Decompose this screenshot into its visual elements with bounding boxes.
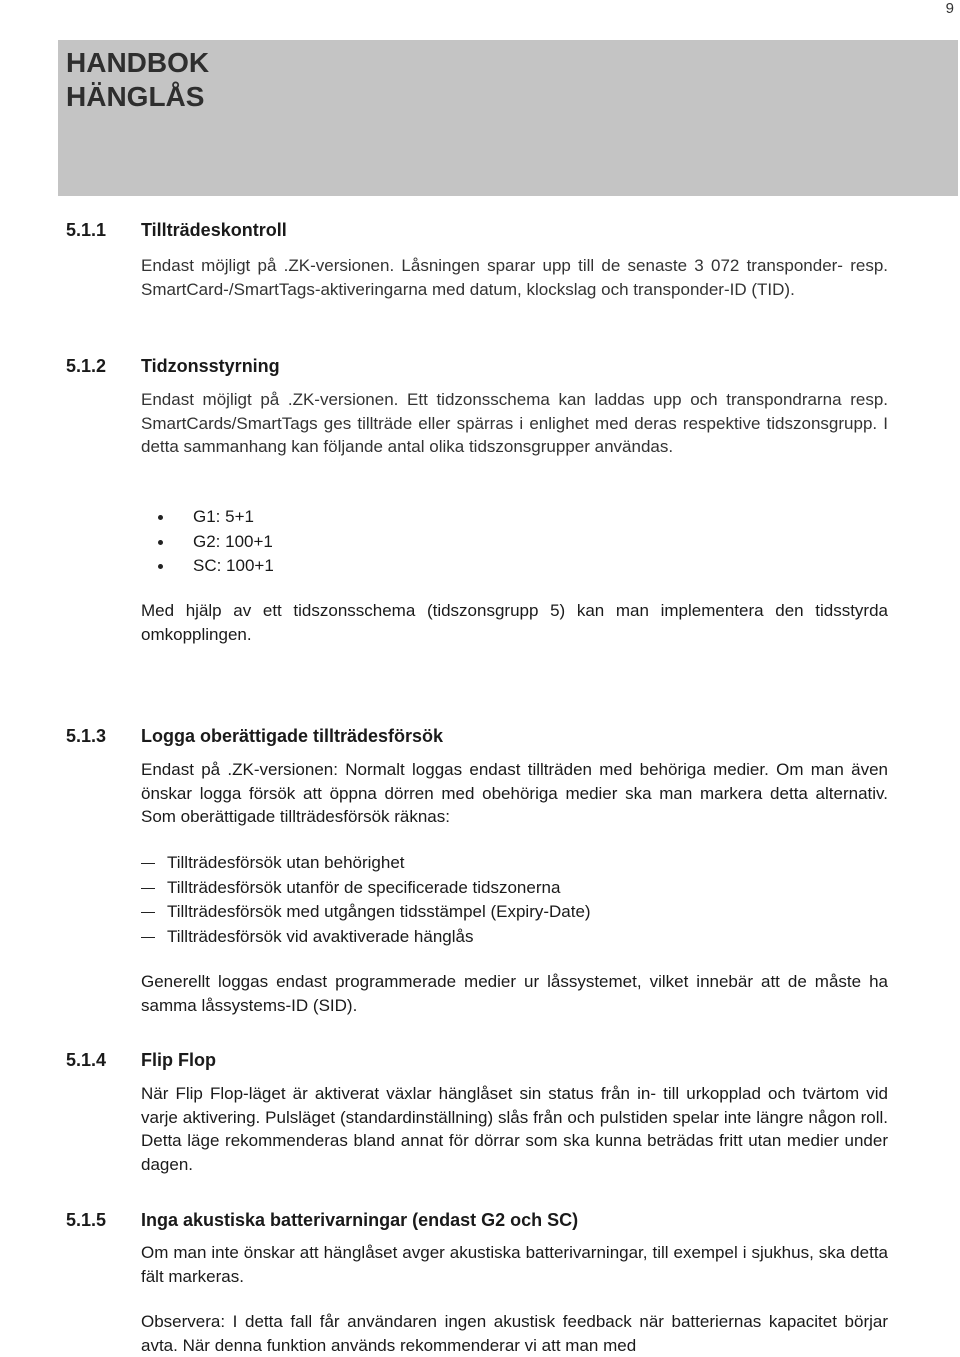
section-title: Inga akustiska batterivarningar (endast G2 och SC) — [141, 1210, 579, 1230]
section-paragraph: Med hjälp av ett tidszonsschema (tidszonsgrupp 5) kan man implementera den tidsstyrda omkopplingen. — [141, 601, 888, 644]
dash-icon — [141, 863, 155, 864]
list-item — [141, 554, 274, 579]
list-item — [141, 505, 274, 530]
section-paragraph: Generellt loggas endast programmerade medier ur låssystemet, vilket innebär att de måste ha samma låssystems-ID (SID). — [141, 972, 888, 1015]
bullet-icon — [158, 540, 163, 545]
dash-icon — [141, 912, 155, 913]
section-number: 5.1.5 — [66, 1210, 107, 1230]
section-paragraph: När Flip Flop-läget är aktiverat växlar hänglåset sin status från in- till urkopplad och tvärtom vid varje aktivering. Pulsläget (standardinställning) slås från och pulstiden spelar inte längre någon roll. Detta läge rekommenderas bland annat för dörrar som ska kunna beträdas fritt utan medier under dagen. — [141, 1084, 888, 1174]
page-number: 9 — [945, 0, 954, 17]
dash-icon — [141, 937, 155, 938]
title-line-2: HÄNGLÅS — [66, 81, 205, 112]
list-item-text: Tillträdesförsök utanför de specificerade tidszonerna — [167, 877, 561, 897]
bullet-list — [141, 505, 274, 579]
section-title: Flip Flop — [141, 1050, 216, 1070]
list-item-text: Tillträdesförsök utan behörighet — [167, 853, 405, 872]
list-item-text: SC: 100+1 — [193, 556, 274, 575]
dash-list — [141, 851, 591, 949]
title-line-1: HANDBOK — [66, 47, 210, 78]
section-paragraph: Endast möjligt på .ZK-versionen. Ett tidzonsschema kan laddas upp och transpondrarna resp. SmartCards/SmartTags ges tillträde eller spärras i enlighet med deras respektive tidszonsgrupp. I detta sammanhang kan följande antal olika tidszonsgrupper användas. — [141, 390, 888, 456]
section-title: Logga oberättigade tillträdesförsök — [141, 726, 444, 746]
section-title: Tillträdeskontroll — [141, 220, 287, 240]
dash-icon — [141, 888, 155, 889]
section-paragraph: Observera: I detta fall får användaren ingen akustisk feedback när batteriernas kapacitet börjar avta. När denna funktion används rekommenderar vi att man med — [141, 1312, 888, 1355]
document-title — [66, 46, 209, 114]
bullet-icon — [158, 515, 163, 520]
section-paragraph: Endast möjligt på .ZK-versionen. Låsningen sparar upp till de senaste 3 072 transponder- resp. SmartCard-/SmartTags-aktiveringarna med datum, klockslag och transponder-ID (TID). — [141, 256, 888, 299]
list-item — [141, 530, 274, 555]
list-item-text: G1: 5+1 — [193, 507, 254, 526]
list-item — [141, 900, 591, 925]
section-paragraph: Endast på .ZK-versionen: Normalt loggas endast tillträden med behöriga medier. Om man även önskar logga försök att öppna dörren med obehöriga medier ska man markera detta alternativ. Som oberättigade tillträdesförsök räknas: — [141, 760, 888, 826]
list-item-text: Tillträdesförsök med utgången tidsstämpel (Expiry-Date) — [167, 902, 591, 921]
section-number: 5.1.2 — [66, 356, 107, 376]
section-number: 5.1.1 — [66, 220, 107, 240]
section-number: 5.1.3 — [66, 726, 107, 746]
section-number: 5.1.4 — [66, 1050, 107, 1070]
bullet-icon — [158, 564, 163, 569]
list-item — [141, 851, 591, 876]
list-item-text: Tillträdesförsök vid avaktiverade hänglås — [167, 926, 474, 946]
section-paragraph: Om man inte önskar att hänglåset avger akustiska batterivarningar, till exempel i sjukhus, ska detta fält markeras. — [141, 1243, 888, 1286]
list-item-text: G2: 100+1 — [193, 531, 273, 551]
list-item — [141, 925, 591, 950]
section-title: Tidzonsstyrning — [141, 356, 280, 376]
list-item — [141, 876, 591, 901]
